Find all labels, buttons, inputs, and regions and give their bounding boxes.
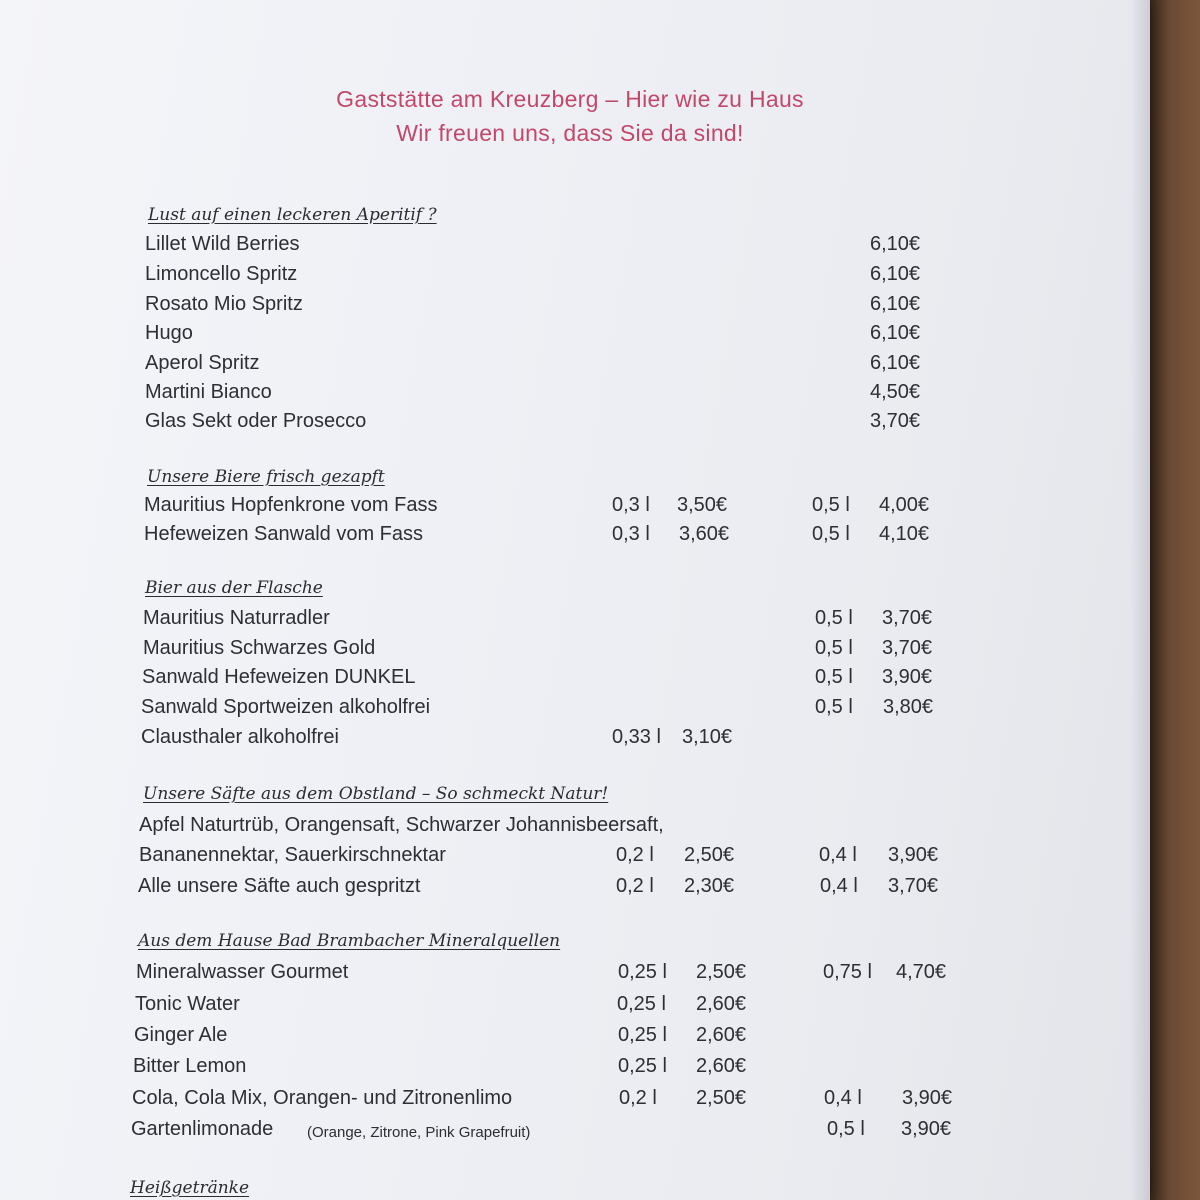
- section-heading-aperitif: Lust auf einen leckeren Aperitif ?: [148, 205, 437, 225]
- page-edge-shadow: [1130, 0, 1150, 1200]
- item-price: 4,50€: [870, 381, 921, 403]
- menu-item: [145, 409, 1145, 435]
- menu-item: [145, 321, 1145, 347]
- item-name: Glas Sekt oder Prosecco: [145, 410, 367, 432]
- size-small: 0,3 l: [612, 494, 650, 516]
- item-price: 3,70€: [870, 410, 921, 432]
- size-small: 0,25 l: [618, 1055, 667, 1077]
- menu-item: [131, 1117, 1131, 1143]
- welcome-line: Wir freuen uns, dass Sie da sind!: [396, 120, 744, 146]
- price-small: 2,50€: [696, 961, 747, 983]
- size-large: 0,5 l: [815, 637, 853, 659]
- size-small: 0,2 l: [619, 1087, 657, 1109]
- menu-item: [141, 695, 1141, 721]
- item-note: (Orange, Zitrone, Pink Grapefruit): [307, 1124, 531, 1141]
- price-large: 3,90€: [882, 666, 933, 688]
- size-large: 0,5 l: [815, 607, 853, 629]
- menu-item: [145, 232, 1145, 258]
- item-price: 6,10€: [870, 233, 921, 255]
- menu-item: [132, 1086, 1132, 1112]
- item-name: Hefeweizen Sanwald vom Fass: [144, 523, 424, 545]
- item-name: Hugo: [145, 322, 193, 344]
- price-large: 4,00€: [879, 494, 930, 516]
- size-large: 0,4 l: [824, 1087, 862, 1109]
- section-heading-hot-drinks: Heißgetränke: [130, 1178, 250, 1198]
- item-name: Apfel Naturtrüb, Orangensaft, Schwarzer Johannisbeersaft,: [139, 814, 664, 836]
- menu-item: [142, 665, 1142, 691]
- item-name: Gartenlimonade: [131, 1118, 274, 1140]
- price-large: 3,90€: [888, 844, 939, 866]
- price-large: 3,70€: [882, 637, 933, 659]
- price-small: 2,60€: [696, 1024, 747, 1046]
- price-small: 2,60€: [696, 993, 747, 1015]
- menu-item: [144, 522, 1144, 548]
- menu-item-text: [139, 813, 1139, 839]
- section-heading-juices: Unsere Säfte aus dem Obstland – So schmeckt Natur!: [143, 784, 609, 804]
- item-name: Alle unsere Säfte auch gespritzt: [138, 875, 421, 897]
- size-small: 0,3 l: [612, 523, 650, 545]
- size-small: 0,33 l: [612, 726, 661, 748]
- item-name: Tonic Water: [135, 993, 240, 1015]
- item-price: 6,10€: [870, 293, 921, 315]
- menu-item: [143, 636, 1143, 662]
- item-name: Bitter Lemon: [133, 1055, 247, 1077]
- item-name: Sanwald Hefeweizen DUNKEL: [142, 666, 416, 688]
- size-large: 0,5 l: [827, 1118, 865, 1140]
- price-small: 3,50€: [677, 494, 728, 516]
- price-large: 3,90€: [901, 1118, 952, 1140]
- size-large: 0,5 l: [815, 696, 853, 718]
- item-name: Rosato Mio Spritz: [145, 293, 303, 315]
- size-large: 0,4 l: [820, 875, 858, 897]
- item-name: Sanwald Sportweizen alkoholfrei: [141, 696, 431, 718]
- item-name: Lillet Wild Berries: [145, 233, 300, 255]
- price-large: 3,90€: [902, 1087, 953, 1109]
- menu-item: [133, 1054, 1133, 1080]
- table-background: [1150, 0, 1200, 1200]
- item-name: Ginger Ale: [134, 1024, 228, 1046]
- item-name: Mineralwasser Gourmet: [136, 961, 349, 983]
- size-large: 0,5 l: [812, 523, 850, 545]
- menu-item: [134, 1023, 1134, 1049]
- size-large: 0,5 l: [812, 494, 850, 516]
- price-large: 3,70€: [888, 875, 939, 897]
- item-price: 6,10€: [870, 322, 921, 344]
- item-name: Martini Bianco: [145, 381, 272, 403]
- menu-item: [145, 262, 1145, 288]
- menu-item: [145, 292, 1145, 318]
- price-small: 2,50€: [684, 844, 735, 866]
- price-small: 2,60€: [696, 1055, 747, 1077]
- price-small: 2,30€: [684, 875, 735, 897]
- item-name: Mauritius Naturradler: [143, 607, 330, 629]
- menu-item: [144, 493, 1144, 519]
- price-small: 2,50€: [696, 1087, 747, 1109]
- size-large: 0,5 l: [815, 666, 853, 688]
- section-heading-bottle-beer: Bier aus der Flasche: [145, 578, 323, 598]
- item-name: Bananennektar, Sauerkirschnektar: [139, 844, 446, 866]
- item-name: Mauritius Hopfenkrone vom Fass: [144, 494, 438, 516]
- size-small: 0,25 l: [618, 961, 667, 983]
- restaurant-title: Gaststätte am Kreuzberg – Hier wie zu Haus: [336, 86, 804, 112]
- price-large: 3,70€: [882, 607, 933, 629]
- price-large: 4,70€: [896, 961, 947, 983]
- price-small: 3,10€: [682, 726, 733, 748]
- size-large: 0,75 l: [823, 961, 872, 983]
- menu-item: [143, 606, 1143, 632]
- menu-item: [141, 725, 1141, 751]
- item-name: Mauritius Schwarzes Gold: [143, 637, 376, 659]
- menu-item: [138, 874, 1138, 900]
- size-small: 0,2 l: [616, 844, 654, 866]
- menu-item: [136, 960, 1136, 986]
- price-large: 3,80€: [883, 696, 934, 718]
- item-name: Clausthaler alkoholfrei: [141, 726, 339, 748]
- section-heading-mineral: Aus dem Hause Bad Brambacher Mineralquellen: [138, 931, 561, 951]
- item-name: Limoncello Spritz: [145, 263, 298, 285]
- section-heading-draft-beer: Unsere Biere frisch gezapft: [147, 467, 385, 487]
- size-small: 0,25 l: [618, 1024, 667, 1046]
- item-name: Aperol Spritz: [145, 352, 260, 374]
- menu-item: [135, 992, 1135, 1018]
- menu-item: [145, 351, 1145, 377]
- size-large: 0,4 l: [819, 844, 857, 866]
- item-price: 6,10€: [870, 263, 921, 285]
- price-large: 4,10€: [879, 523, 930, 545]
- item-name: Cola, Cola Mix, Orangen- und Zitronenlimo: [132, 1087, 513, 1109]
- item-price: 6,10€: [870, 352, 921, 374]
- menu-item: [145, 380, 1145, 406]
- size-small: 0,2 l: [616, 875, 654, 897]
- price-small: 3,60€: [679, 523, 730, 545]
- menu-item: [139, 843, 1139, 869]
- size-small: 0,25 l: [617, 993, 666, 1015]
